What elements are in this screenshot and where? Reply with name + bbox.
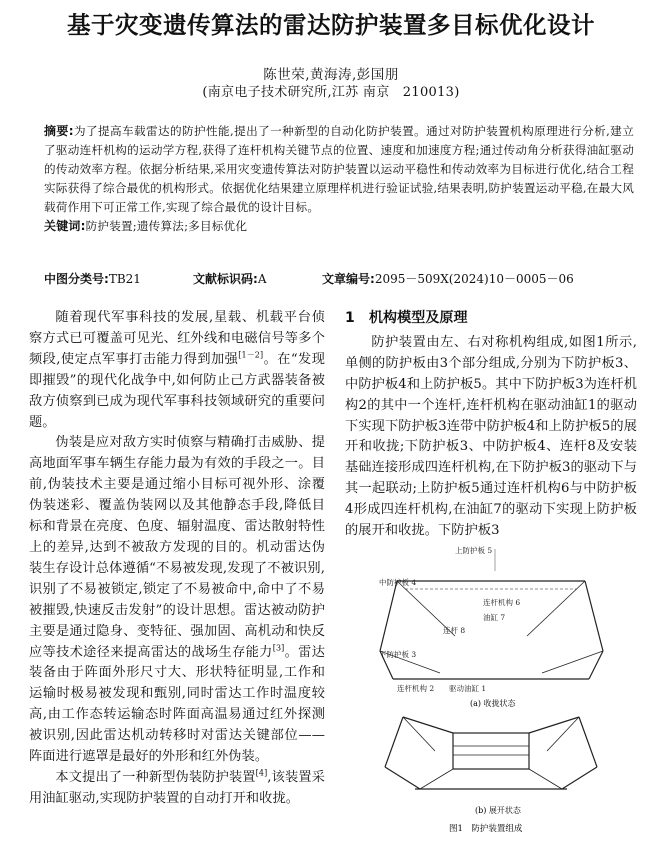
right-expanded-panel	[579, 717, 597, 767]
figure-drawing	[345, 541, 637, 837]
figure-1	[345, 541, 637, 837]
keywords-text: 防护装置;遗传算法;多目标优化	[85, 219, 248, 233]
article-number-value: 2095－509X(2024)10－0005－06	[374, 272, 574, 286]
article-number	[322, 270, 574, 287]
citation: [1－2]	[238, 350, 264, 360]
citation: [4]	[255, 768, 268, 778]
keywords-line	[44, 217, 634, 236]
label-lower-panel: 下防护板 3	[379, 650, 417, 659]
label-cylinder-1: 驱动油缸 1	[449, 684, 487, 693]
body-left-column	[29, 308, 325, 810]
folded-state-labels	[379, 545, 520, 693]
paper-title: 基于灾变遗传算法的雷达防护装置多目标优化设计	[67, 11, 595, 39]
link-mechanism-line	[420, 769, 453, 789]
label-link-6: 连杆机构 6	[483, 598, 521, 607]
clc-value: TB21	[108, 272, 141, 286]
label-link-8: 连杆 8	[443, 626, 466, 635]
body-text: 。在“发现即摧毁”的现代化战争中,如何防止己方武器装备被敌方侦察到已成为现代军事科技领域研究的重要问题。	[29, 351, 325, 430]
left-expanded-panel	[385, 717, 403, 767]
body-text: 。雷达装备由于阵面外形尺寸大、形状特征明显,工作和运输时极易被发现和甄别,同时雷达工作时温度较高,由工作态转运输态时阵面高温易通过红外探测被识别,因此雷达机动转移时对雷达关键部位——阵面进行遮罩是最好的外形和红外伪装。	[29, 644, 325, 765]
article-number-label: 文章编号:	[322, 272, 375, 286]
clc-number	[44, 270, 141, 287]
body-paragraph: 防护装置由左、右对称机构组成,如图1所示,单侧的防护板由3个部分组成,分别为下防护板3、中防护板4和上防护板5。其中下防护板3为连杆机构2的其中一个连杆,连杆机构在驱动油缸1的驱动下实现下防护板3连带中防护板4和上防护板5的展开和收拢;下防护板3、中防护板4、连杆8及安装基础连接形成四连杆机构,在下防护板3的驱动下与其一起联动;上防护板5通过连杆机构6与中防护板4形成四连杆机构,在油缸7的驱动下实现上防护板的展开和收拢。下防护板3	[345, 334, 637, 539]
subcaption-a: (a) 收拢状态	[470, 699, 516, 708]
left-expanded-panel	[385, 767, 420, 789]
label-upper-panel: 上防护板 5	[455, 546, 493, 555]
keywords-label: 关键词:	[44, 219, 86, 233]
radar-frame	[453, 733, 529, 769]
right-middle-panel-line	[585, 581, 603, 651]
doc-code	[193, 270, 266, 287]
abstract-paragraph	[44, 122, 634, 217]
section-heading: 1 机构模型及原理	[345, 310, 468, 326]
body-paragraph	[29, 768, 325, 810]
subcaption-b: (b) 展开状态	[475, 806, 521, 815]
abstract-text: 为了提高车载雷达的防护性能,提出了一种新型的自动化防护装置。通过对防护装置机构原理进行分析,建立了驱动连杆机构的运动学方程,获得了连杆机构关键节点的位置、速度和加速度方程;通过传动角分析获得油缸驱动的传动效率方程。依据分析结果,采用灾变遗传算法对防护装置以运动平稳性和传动效率为目标进行优化,结合工程实际获得了综合最优的机构形式。依据优化结果建立原理样机进行验证试验,结果表明,防护装置运动平稳,在最大风载荷作用下可正常工作,实现了综合最优的设计目标。	[44, 124, 634, 214]
body-text: 随着现代军事科技的发展,星载、机载平台侦察方式已可覆盖可见光、红外线和电磁信号等多个频段,使定点军事打击能力得到加强	[29, 310, 325, 367]
abstract-block	[44, 122, 634, 236]
folded-state-drawing	[380, 581, 603, 679]
clc-label: 中图分类号:	[44, 272, 109, 286]
body-paragraph	[29, 433, 325, 768]
body-paragraph	[29, 308, 325, 433]
label-link-2: 连杆机构 2	[397, 684, 435, 693]
expanded-state-drawing	[385, 717, 597, 789]
paper-authors: 陈世荣,黄海涛,彭国朋	[263, 67, 399, 83]
label-middle-panel: 中防护板 4	[379, 578, 417, 587]
left-middle-panel-line	[380, 581, 397, 651]
body-text: 伪装是应对敌方实时侦察与精确打击威胁、提高地面军事车辆生存能力最为有效的手段之一。目前,伪装技术主要是通过缩小目标可视外形、涂覆伪装迷彩、覆盖伪装网以及其他静态手段,降低目标和背景在亮度、色度、辐射温度、雷达散射特性上的差异,达到不被敌方发现的目的。机动雷达伪装生存设计总体遵循“不易被发现,发现了不被识别,识别了不易被锁定,锁定了不易被命中,命中了不易被摧毁,快速反击发射”的设计思想。雷达被动防护主要是通过隐身、变特征、强加固、高机动和快反应等技术途径来提高雷达的战场生存能力	[29, 435, 325, 660]
paper-affiliation: (南京电子技术研究所,江苏 南京 210013)	[202, 85, 460, 100]
body-text: ,该装置采用油缸驱动,实现防护装置的自动打开和收拢。	[29, 769, 325, 806]
body-right-column	[345, 308, 637, 542]
link-mechanism-line	[529, 769, 562, 789]
figure-caption: 图1 防护装置组成	[449, 824, 523, 834]
label-cylinder-7: 油缸 7	[483, 613, 506, 622]
doc-code-value: A	[257, 272, 267, 286]
citation: [3]	[272, 643, 285, 653]
abstract-label: 摘要:	[44, 124, 74, 138]
right-expanded-panel	[562, 767, 597, 789]
body-text: 本文提出了一种新型伪装防护装置	[55, 769, 256, 785]
doc-code-label: 文献标识码:	[193, 272, 258, 286]
